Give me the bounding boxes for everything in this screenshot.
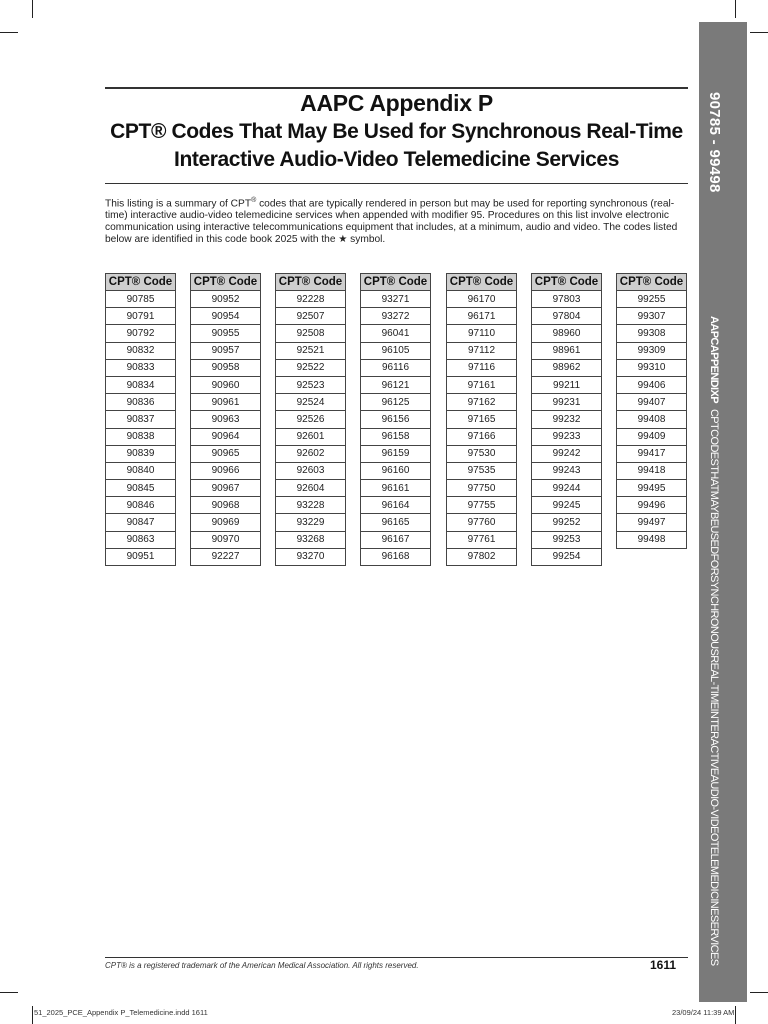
table-row bbox=[191, 428, 261, 445]
table-row bbox=[276, 480, 346, 497]
cpt-code-cell: 92524 bbox=[276, 394, 346, 411]
code-column bbox=[531, 273, 602, 566]
cpt-code-cell: 90967 bbox=[191, 480, 261, 497]
table-row bbox=[447, 480, 517, 497]
table-row bbox=[191, 291, 261, 308]
table-row bbox=[276, 531, 346, 548]
table-row bbox=[361, 548, 431, 565]
cpt-code-cell: 92522 bbox=[276, 359, 346, 376]
code-table bbox=[360, 273, 431, 566]
cpt-code-cell: 92508 bbox=[276, 325, 346, 342]
title-rule bbox=[105, 183, 688, 184]
side-tab-label bbox=[708, 316, 720, 966]
table-row bbox=[361, 428, 431, 445]
code-table bbox=[275, 273, 346, 566]
table-row bbox=[361, 359, 431, 376]
table-row bbox=[191, 497, 261, 514]
code-table bbox=[531, 273, 602, 566]
cpt-code-cell: 90834 bbox=[106, 376, 176, 393]
table-row bbox=[617, 291, 687, 308]
table-row bbox=[447, 445, 517, 462]
cpt-code-cell: 96161 bbox=[361, 480, 431, 497]
crop-mark bbox=[735, 0, 736, 18]
table-row bbox=[191, 531, 261, 548]
table-row bbox=[106, 428, 176, 445]
cpt-code-cell: 99407 bbox=[617, 394, 687, 411]
table-row bbox=[276, 514, 346, 531]
cpt-code-cell: 90954 bbox=[191, 308, 261, 325]
cpt-code-cell: 90791 bbox=[106, 308, 176, 325]
table-row bbox=[532, 497, 602, 514]
cpt-code-cell: 98960 bbox=[532, 325, 602, 342]
cpt-code-cell: 90839 bbox=[106, 445, 176, 462]
column-header: CPT® Code bbox=[276, 274, 346, 291]
cpt-code-cell: 97750 bbox=[447, 480, 517, 497]
cpt-code-cell: 90958 bbox=[191, 359, 261, 376]
cpt-code-cell: 97530 bbox=[447, 445, 517, 462]
cpt-code-cell: 92228 bbox=[276, 291, 346, 308]
table-row bbox=[361, 394, 431, 411]
cpt-code-cell: 90847 bbox=[106, 514, 176, 531]
cpt-code-cell: 92602 bbox=[276, 445, 346, 462]
cpt-code-cell: 99233 bbox=[532, 428, 602, 445]
cpt-code-cell: 93228 bbox=[276, 497, 346, 514]
code-column bbox=[190, 273, 261, 566]
page-number: 1611 bbox=[650, 958, 677, 972]
page-subtitle-line2: Interactive Audio-Video Telemedicine Services bbox=[174, 148, 619, 171]
table-row bbox=[276, 462, 346, 479]
cpt-code-cell: 96167 bbox=[361, 531, 431, 548]
cpt-code-cell: 96159 bbox=[361, 445, 431, 462]
cpt-code-cell: 93270 bbox=[276, 548, 346, 565]
table-row bbox=[532, 428, 602, 445]
registered-mark: ® bbox=[251, 197, 257, 204]
table-row bbox=[447, 462, 517, 479]
cpt-code-cell: 96121 bbox=[361, 376, 431, 393]
cpt-code-cell: 99245 bbox=[532, 497, 602, 514]
cpt-code-cell: 96168 bbox=[361, 548, 431, 565]
table-row bbox=[276, 548, 346, 565]
cpt-code-cell: 97755 bbox=[447, 497, 517, 514]
cpt-code-cell: 96158 bbox=[361, 428, 431, 445]
table-row bbox=[447, 428, 517, 445]
cpt-code-cell: 90832 bbox=[106, 342, 176, 359]
table-row bbox=[532, 342, 602, 359]
table-row bbox=[191, 359, 261, 376]
table-row bbox=[532, 514, 602, 531]
page-title: AAPC Appendix P bbox=[300, 90, 493, 116]
cpt-code-cell: 99495 bbox=[617, 480, 687, 497]
table-row bbox=[191, 325, 261, 342]
table-row bbox=[447, 394, 517, 411]
cpt-code-cell: 98961 bbox=[532, 342, 602, 359]
title-block bbox=[105, 89, 688, 174]
cpt-code-cell: 90846 bbox=[106, 497, 176, 514]
table-row bbox=[191, 411, 261, 428]
cpt-code-cell: 97535 bbox=[447, 462, 517, 479]
date-slug: 23/09/24 11:39 AM bbox=[672, 1008, 735, 1017]
page-subtitle-line1: CPT® Codes That May Be Used for Synchronous Real-Time bbox=[110, 120, 683, 143]
table-row bbox=[617, 411, 687, 428]
cpt-code-cell: 90837 bbox=[106, 411, 176, 428]
code-column bbox=[446, 273, 517, 566]
intro-paragraph bbox=[105, 195, 693, 246]
cpt-code-cell: 96105 bbox=[361, 342, 431, 359]
table-row bbox=[617, 325, 687, 342]
cpt-code-cell: 97165 bbox=[447, 411, 517, 428]
cpt-code-cell: 90969 bbox=[191, 514, 261, 531]
table-row bbox=[276, 445, 346, 462]
table-row bbox=[106, 548, 176, 565]
cpt-code-cell: 90785 bbox=[106, 291, 176, 308]
cpt-code-cell: 99252 bbox=[532, 514, 602, 531]
cpt-code-cell: 99496 bbox=[617, 497, 687, 514]
cpt-code-cell: 90970 bbox=[191, 531, 261, 548]
cpt-code-cell: 99408 bbox=[617, 411, 687, 428]
table-row bbox=[191, 376, 261, 393]
table-row bbox=[447, 531, 517, 548]
table-row bbox=[361, 342, 431, 359]
table-row bbox=[617, 531, 687, 548]
table-row bbox=[447, 514, 517, 531]
cpt-code-cell: 90960 bbox=[191, 376, 261, 393]
cpt-code-cell: 97166 bbox=[447, 428, 517, 445]
crop-mark bbox=[32, 1006, 33, 1024]
cpt-code-cell: 99232 bbox=[532, 411, 602, 428]
table-row bbox=[617, 394, 687, 411]
table-row bbox=[532, 411, 602, 428]
trademark-footnote: CPT® is a registered trademark of the American Medical Association. All rights reserved. bbox=[105, 961, 419, 970]
table-row bbox=[276, 428, 346, 445]
table-row bbox=[361, 497, 431, 514]
table-row bbox=[276, 359, 346, 376]
star-icon: ★ bbox=[338, 234, 348, 246]
cpt-code-cell: 97116 bbox=[447, 359, 517, 376]
table-row bbox=[361, 445, 431, 462]
column-header: CPT® Code bbox=[447, 274, 517, 291]
cpt-code-cell: 92523 bbox=[276, 376, 346, 393]
table-row bbox=[106, 342, 176, 359]
table-row bbox=[532, 394, 602, 411]
cpt-code-cell: 99231 bbox=[532, 394, 602, 411]
table-row bbox=[617, 308, 687, 325]
table-row bbox=[191, 462, 261, 479]
cpt-code-cell: 99308 bbox=[617, 325, 687, 342]
cpt-code-cell: 97804 bbox=[532, 308, 602, 325]
table-row bbox=[617, 376, 687, 393]
cpt-code-cell: 96165 bbox=[361, 514, 431, 531]
code-table bbox=[105, 273, 176, 566]
cpt-code-cell: 90963 bbox=[191, 411, 261, 428]
table-row bbox=[617, 359, 687, 376]
cpt-code-cell: 97802 bbox=[447, 548, 517, 565]
table-row bbox=[617, 342, 687, 359]
cpt-code-cell: 96116 bbox=[361, 359, 431, 376]
table-row bbox=[617, 480, 687, 497]
table-row bbox=[532, 462, 602, 479]
table-row bbox=[191, 445, 261, 462]
table-row bbox=[361, 376, 431, 393]
cpt-code-cell: 97110 bbox=[447, 325, 517, 342]
cpt-code-cell: 90961 bbox=[191, 394, 261, 411]
table-row bbox=[106, 308, 176, 325]
code-column bbox=[616, 273, 687, 549]
table-row bbox=[106, 376, 176, 393]
column-header: CPT® Code bbox=[617, 274, 687, 291]
side-tab-label-bold: AAPCAPPENDIXP bbox=[708, 316, 720, 403]
cpt-code-cell: 99243 bbox=[532, 462, 602, 479]
side-tab-range: 90785 - 99498 bbox=[706, 92, 723, 193]
table-row bbox=[532, 376, 602, 393]
table-row bbox=[361, 462, 431, 479]
table-row bbox=[532, 359, 602, 376]
cpt-code-cell: 99498 bbox=[617, 531, 687, 548]
cpt-code-cell: 90966 bbox=[191, 462, 261, 479]
table-row bbox=[276, 497, 346, 514]
cpt-code-cell: 90838 bbox=[106, 428, 176, 445]
cpt-code-cell: 90951 bbox=[106, 548, 176, 565]
table-row bbox=[106, 291, 176, 308]
cpt-code-cell: 96125 bbox=[361, 394, 431, 411]
cpt-code-cell: 92526 bbox=[276, 411, 346, 428]
table-row bbox=[191, 514, 261, 531]
cpt-code-cell: 90968 bbox=[191, 497, 261, 514]
column-header: CPT® Code bbox=[361, 274, 431, 291]
cpt-code-cell: 97803 bbox=[532, 291, 602, 308]
table-row bbox=[447, 325, 517, 342]
cpt-code-cell: 99497 bbox=[617, 514, 687, 531]
cpt-code-cell: 90863 bbox=[106, 531, 176, 548]
table-row bbox=[447, 291, 517, 308]
table-row bbox=[447, 497, 517, 514]
crop-mark bbox=[735, 1006, 736, 1024]
cpt-code-cell: 96156 bbox=[361, 411, 431, 428]
cpt-code-cell: 97761 bbox=[447, 531, 517, 548]
cpt-code-cell: 99406 bbox=[617, 376, 687, 393]
cpt-code-cell: 99409 bbox=[617, 428, 687, 445]
cpt-code-cell: 93272 bbox=[361, 308, 431, 325]
table-row bbox=[191, 394, 261, 411]
table-row bbox=[447, 411, 517, 428]
table-row bbox=[447, 376, 517, 393]
table-row bbox=[106, 497, 176, 514]
table-row bbox=[361, 411, 431, 428]
intro-text-1: This listing is a summary of CPT bbox=[105, 198, 252, 210]
intro-text-3: symbol. bbox=[347, 234, 386, 246]
table-row bbox=[617, 462, 687, 479]
table-row bbox=[361, 480, 431, 497]
table-row bbox=[106, 394, 176, 411]
crop-mark bbox=[0, 32, 18, 33]
cpt-code-cell: 96041 bbox=[361, 325, 431, 342]
table-row bbox=[447, 308, 517, 325]
cpt-code-cell: 92227 bbox=[191, 548, 261, 565]
cpt-code-cell: 90845 bbox=[106, 480, 176, 497]
table-row bbox=[447, 342, 517, 359]
table-row bbox=[106, 325, 176, 342]
cpt-code-cell: 98962 bbox=[532, 359, 602, 376]
table-row bbox=[617, 497, 687, 514]
column-header: CPT® Code bbox=[532, 274, 602, 291]
table-row bbox=[532, 548, 602, 565]
cpt-code-cell: 96170 bbox=[447, 291, 517, 308]
cpt-code-cell: 97161 bbox=[447, 376, 517, 393]
cpt-code-cell: 93268 bbox=[276, 531, 346, 548]
table-row bbox=[532, 291, 602, 308]
table-row bbox=[276, 342, 346, 359]
table-row bbox=[276, 308, 346, 325]
cpt-code-cell: 90952 bbox=[191, 291, 261, 308]
cpt-code-cell: 90833 bbox=[106, 359, 176, 376]
table-row bbox=[361, 291, 431, 308]
code-table bbox=[190, 273, 261, 566]
cpt-code-cell: 93271 bbox=[361, 291, 431, 308]
table-row bbox=[106, 359, 176, 376]
table-row bbox=[191, 342, 261, 359]
file-slug: 51_2025_PCE_Appendix P_Telemedicine.indd 1611 bbox=[34, 1008, 208, 1017]
code-column bbox=[105, 273, 176, 566]
table-row bbox=[106, 445, 176, 462]
table-row bbox=[532, 445, 602, 462]
table-row bbox=[532, 308, 602, 325]
crop-mark bbox=[750, 992, 768, 993]
cpt-code-cell: 90792 bbox=[106, 325, 176, 342]
table-row bbox=[532, 325, 602, 342]
table-row bbox=[276, 325, 346, 342]
table-row bbox=[617, 514, 687, 531]
crop-mark bbox=[32, 0, 33, 18]
footer-rule bbox=[105, 957, 688, 958]
table-row bbox=[106, 514, 176, 531]
cpt-code-cell: 90840 bbox=[106, 462, 176, 479]
cpt-code-cell: 90957 bbox=[191, 342, 261, 359]
table-row bbox=[191, 480, 261, 497]
cpt-code-cell: 99211 bbox=[532, 376, 602, 393]
cpt-code-cell: 99242 bbox=[532, 445, 602, 462]
cpt-code-cell: 90965 bbox=[191, 445, 261, 462]
crop-mark bbox=[0, 992, 18, 993]
column-header: CPT® Code bbox=[106, 274, 176, 291]
cpt-code-cell: 92521 bbox=[276, 342, 346, 359]
table-row bbox=[106, 411, 176, 428]
code-column bbox=[360, 273, 431, 566]
cpt-code-cell: 97162 bbox=[447, 394, 517, 411]
cpt-code-cell: 99417 bbox=[617, 445, 687, 462]
cpt-code-cell: 90964 bbox=[191, 428, 261, 445]
column-header: CPT® Code bbox=[191, 274, 261, 291]
cpt-code-cell: 99244 bbox=[532, 480, 602, 497]
table-row bbox=[532, 531, 602, 548]
table-row bbox=[276, 291, 346, 308]
cpt-code-cell: 99418 bbox=[617, 462, 687, 479]
table-row bbox=[106, 480, 176, 497]
cpt-code-cell: 92604 bbox=[276, 480, 346, 497]
code-table bbox=[616, 273, 687, 549]
intro-text-2: codes that are typically rendered in person but may be used for reporting synchronous (real-time) interactive audio-video telemedicine services when appended with modifier 95. Procedures on this list involve electronic communication using interactive telecommunications equipment that includes, at a minimum, audio and video. The codes listed below are identified in this code book 2025 with the bbox=[105, 198, 678, 246]
table-row bbox=[276, 411, 346, 428]
cpt-code-cell: 97112 bbox=[447, 342, 517, 359]
table-row bbox=[447, 359, 517, 376]
table-row bbox=[361, 308, 431, 325]
cpt-code-cell: 92601 bbox=[276, 428, 346, 445]
cpt-code-cell: 96164 bbox=[361, 497, 431, 514]
cpt-code-cell: 90836 bbox=[106, 394, 176, 411]
side-tab-label-rest: CPTCODESTHATMAYBEUSEDFORSYNCHRONOUSREAL-TIMEINTERACTIVEAUDIO-VIDEOTELEMEDICINESERVICES bbox=[708, 408, 720, 966]
table-row bbox=[447, 548, 517, 565]
cpt-code-cell: 99253 bbox=[532, 531, 602, 548]
cpt-code-cell: 96171 bbox=[447, 308, 517, 325]
table-row bbox=[276, 376, 346, 393]
crop-mark bbox=[750, 32, 768, 33]
cpt-code-cell: 99254 bbox=[532, 548, 602, 565]
table-row bbox=[106, 462, 176, 479]
cpt-code-cell: 99310 bbox=[617, 359, 687, 376]
table-row bbox=[276, 394, 346, 411]
table-row bbox=[361, 514, 431, 531]
cpt-code-cell: 97760 bbox=[447, 514, 517, 531]
table-row bbox=[361, 531, 431, 548]
cpt-code-cell: 99307 bbox=[617, 308, 687, 325]
table-row bbox=[106, 531, 176, 548]
cpt-code-cell: 92507 bbox=[276, 308, 346, 325]
cpt-code-cell: 96160 bbox=[361, 462, 431, 479]
cpt-code-cell: 99255 bbox=[617, 291, 687, 308]
code-column bbox=[275, 273, 346, 566]
table-row bbox=[617, 445, 687, 462]
cpt-code-cell: 99309 bbox=[617, 342, 687, 359]
table-row bbox=[191, 548, 261, 565]
table-row bbox=[617, 428, 687, 445]
cpt-code-cell: 93229 bbox=[276, 514, 346, 531]
table-row bbox=[191, 308, 261, 325]
cpt-code-cell: 92603 bbox=[276, 462, 346, 479]
table-row bbox=[361, 325, 431, 342]
cpt-code-cell: 90955 bbox=[191, 325, 261, 342]
code-table bbox=[446, 273, 517, 566]
table-row bbox=[532, 480, 602, 497]
